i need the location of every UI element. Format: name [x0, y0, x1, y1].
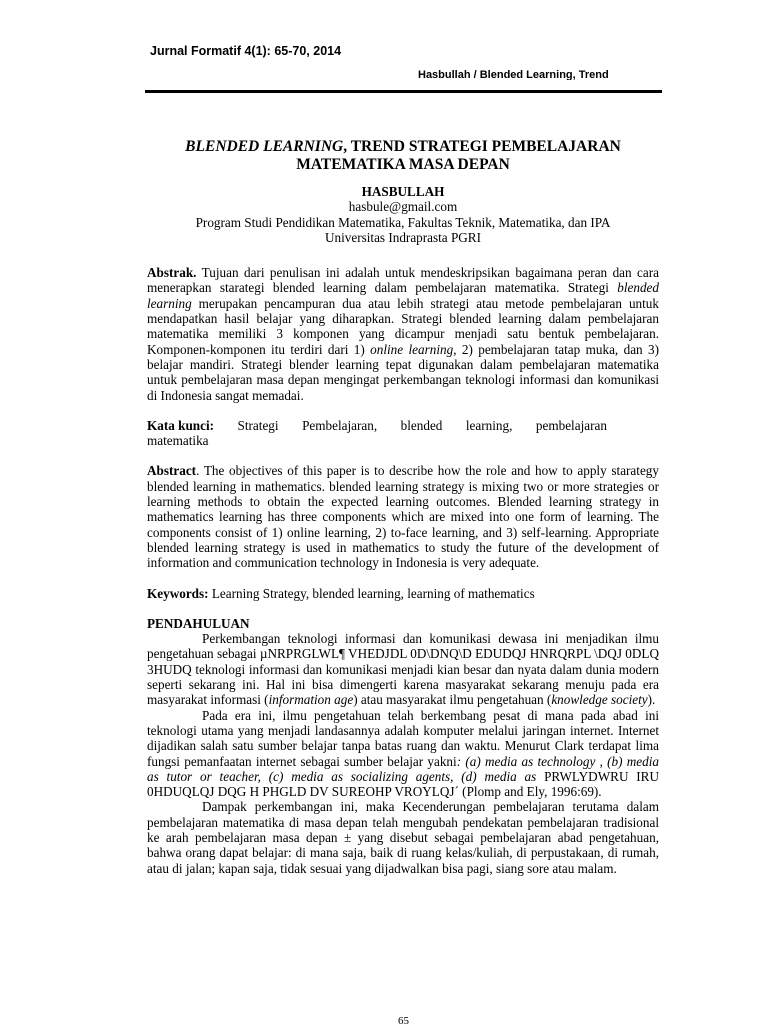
intro-paragraph-3: Dampak perkembangan ini, maka Kecenderungan pembelajaran terutama dalam pembelajaran matematika di masa depan telah mengubah pendekatan pembelajaran tradisional ke arah pembelajaran masa depan ± yang disebut sebagai pembelajaran abad pengetahuan, bahwa orang dapat belajar: di mana saja, baik di ruang kelas/kuliah, di perpustakaan, di rumah, atau di jalan; kapan saja, tidak sesuai yang dijadwalkan bisa pagi, siang sore atau malam. [147, 799, 659, 876]
keywords-label: Keywords: [147, 585, 209, 601]
running-title: Hasbullah / Blended Learning, Trend [418, 70, 609, 80]
abstract-label: Abstract [147, 463, 197, 479]
garbled-text: µNRPRGLWL¶ VHEDJDL 0D\DNQ\D EDUDQJ HNRQRPL \DQJ 0DLQ 3HUDQ [147, 646, 659, 677]
header-rule [145, 90, 662, 93]
kata-kunci-label: Kata kunci: [147, 417, 215, 433]
author-affiliation: Program Studi Pendidikan Matematika, Fakultas Teknik, Matematika, dan IPA [195, 214, 611, 230]
intro-paragraph-2: Pada era ini, ilmu pengetahuan telah berkembang pesat di mana pada abad ini teknologi utama yang menjadi landasannya adalah komputer melalui jaringan internet. Internet dijadikan salah satu sumber belajar tanpa batas ruang dan waktu. Menurut Clark terdapat lima fungsi pemanfaatan internet sebagai sumber belajar yakni: (a) media as technology , (b) media as tutor or teacher, (c) media as socializing agents, (d) media as PRWLYDWRU IRU 0HDUQLQJ DQG H PHGLD DV SUREOHP VROYLQJ´ (Plomp and Ely, 1996:69). [147, 707, 660, 800]
abstrak-paragraph: Abstrak. Tujuan dari penulisan ini adalah untuk mendeskripsikan bagaimana peran dan cara menerapkan starategi blended learning dalam pembelajaran matematika. Strategi blended learning merupakan pencampuran dua atau lebih strategi atau metode pembelajaran untuk mendapatkan hasil belajar yang diharapkan. Strategi blended learning dalam pembelajaran matematika memiliki 3 komponen yang dicampur menjadi satu bentuk pembelajaran. Komponen-komponen itu terdiri dari 1) online learning, 2) pembelajaran tatap muka, dan 3) belajar mandiri. Strategi blender learning tepat digunakan dalam pembelajaran matematika untuk pembelajaran masa depan mengingat perkembangan teknologi informasi dan komunikasi di Indonesia sangat memadai. [147, 265, 659, 403]
title-line2: MATEMATIKA MASA DEPAN [296, 156, 510, 173]
abstrak-label: Abstrak. [147, 265, 197, 281]
page-number: 65 [398, 1016, 409, 1024]
title-rest: , TREND STRATEGI PEMBELAJARAN [343, 138, 621, 155]
keywords: Keywords: Learning Strategy, blended learning, learning of mathematics [147, 585, 535, 601]
kata-kunci: Kata kunci: Strategi Pembelajaran, blended learning, pembelajaran matematika [147, 417, 607, 449]
author-email: hasbule@gmail.com [348, 199, 458, 215]
paper-title [147, 138, 659, 174]
title-italic-part: BLENDED LEARNING [185, 138, 344, 155]
garbled-text: PRWLYDWRU IRU 0HDUQLQJ DQG H PHGLD DV SUREOHP VROYLQJ [147, 768, 660, 800]
journal-header: Jurnal Formatif 4(1): 65-70, 2014 [150, 44, 342, 58]
author-name: HASBULLAH [361, 184, 445, 199]
abstract-paragraph: Abstract. The objectives of this paper is to describe how the role and how to apply starategy blended learning in mathematics. blended learning strategy is mixing two or more strategies or learning methods to obtain the expected learning outcomes. Blended learning strategy in mathematics learning has three components which are mixed into one form of learning. The components consist of 1) online learning, 2) to-face learning, and 3) self-learning. Appropriate blended learning strategy is used in mathematics to study the future of the development of information and communication technology in Indonesia is very adequate. [147, 463, 659, 571]
intro-paragraph-1: Perkembangan teknologi informasi dan komunikasi dewasa ini menjadikan ilmu pengetahuan sebagai µNRPRGLWL¶ VHEDJDL 0D\DNQ\D EDUDQJ HNRQRPL \DQJ 0DLQ 3HUDQ teknologi informasi dan komunikasi menjadi kian besar dan nyata dalam dunia modern seperti sekarang ini. Hal ini bisa dimengerti karena masyarakat sekarang menuju pada era masyarakat informasi (information age) atau masyarakat ilmu pengetahuan (knowledge society). [147, 631, 659, 708]
section-heading-pendahuluan: PENDAHULUAN [147, 615, 250, 631]
paper-body [147, 138, 659, 876]
author-university: Universitas Indraprasta PGRI [324, 229, 481, 245]
